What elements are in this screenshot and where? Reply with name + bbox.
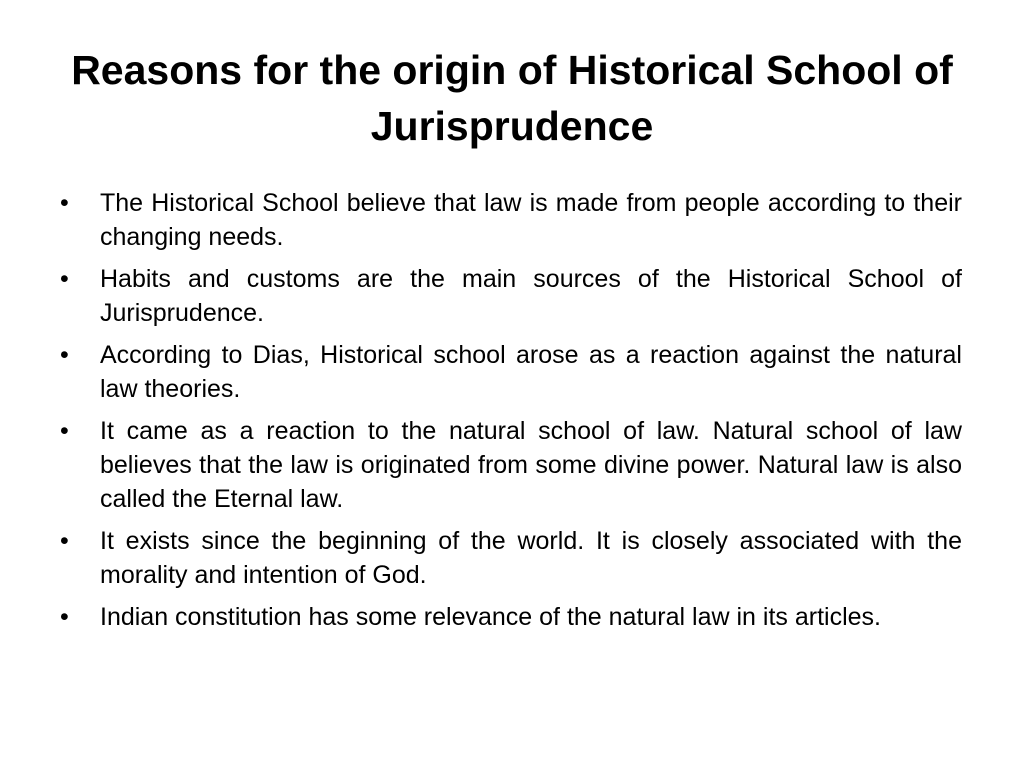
bullet-icon: • bbox=[60, 603, 69, 631]
bullet-item bbox=[60, 524, 962, 592]
bullet-item bbox=[60, 262, 962, 330]
bullet-item bbox=[60, 338, 962, 406]
bullet-text: According to Dias, Historical school arose as a reaction against the natural law theories. bbox=[100, 341, 962, 403]
bullet-item bbox=[60, 414, 962, 516]
bullet-text: The Historical School believe that law is made from people according to their changing needs. bbox=[100, 189, 962, 251]
bullet-list bbox=[60, 186, 962, 642]
bullet-icon: • bbox=[60, 527, 69, 555]
bullet-text: It exists since the beginning of the world. It is closely associated with the morality and intention of God. bbox=[100, 527, 962, 589]
bullet-icon: • bbox=[60, 417, 69, 445]
slide-title: Reasons for the origin of Historical School of Jurisprudence bbox=[71, 47, 953, 149]
bullet-icon: • bbox=[60, 265, 69, 293]
bullet-text: Indian constitution has some relevance of the natural law in its articles. bbox=[100, 603, 881, 631]
bullet-item bbox=[60, 600, 962, 634]
bullet-icon: • bbox=[60, 341, 69, 369]
bullet-icon: • bbox=[60, 189, 69, 217]
bullet-item bbox=[60, 186, 962, 254]
bullet-text: It came as a reaction to the natural school of law. Natural school of law believes that the law is originated from some divine power. Natural law is also called the Eternal law. bbox=[100, 417, 962, 513]
bullet-text: Habits and customs are the main sources of the Historical School of Jurisprudence. bbox=[100, 265, 962, 327]
